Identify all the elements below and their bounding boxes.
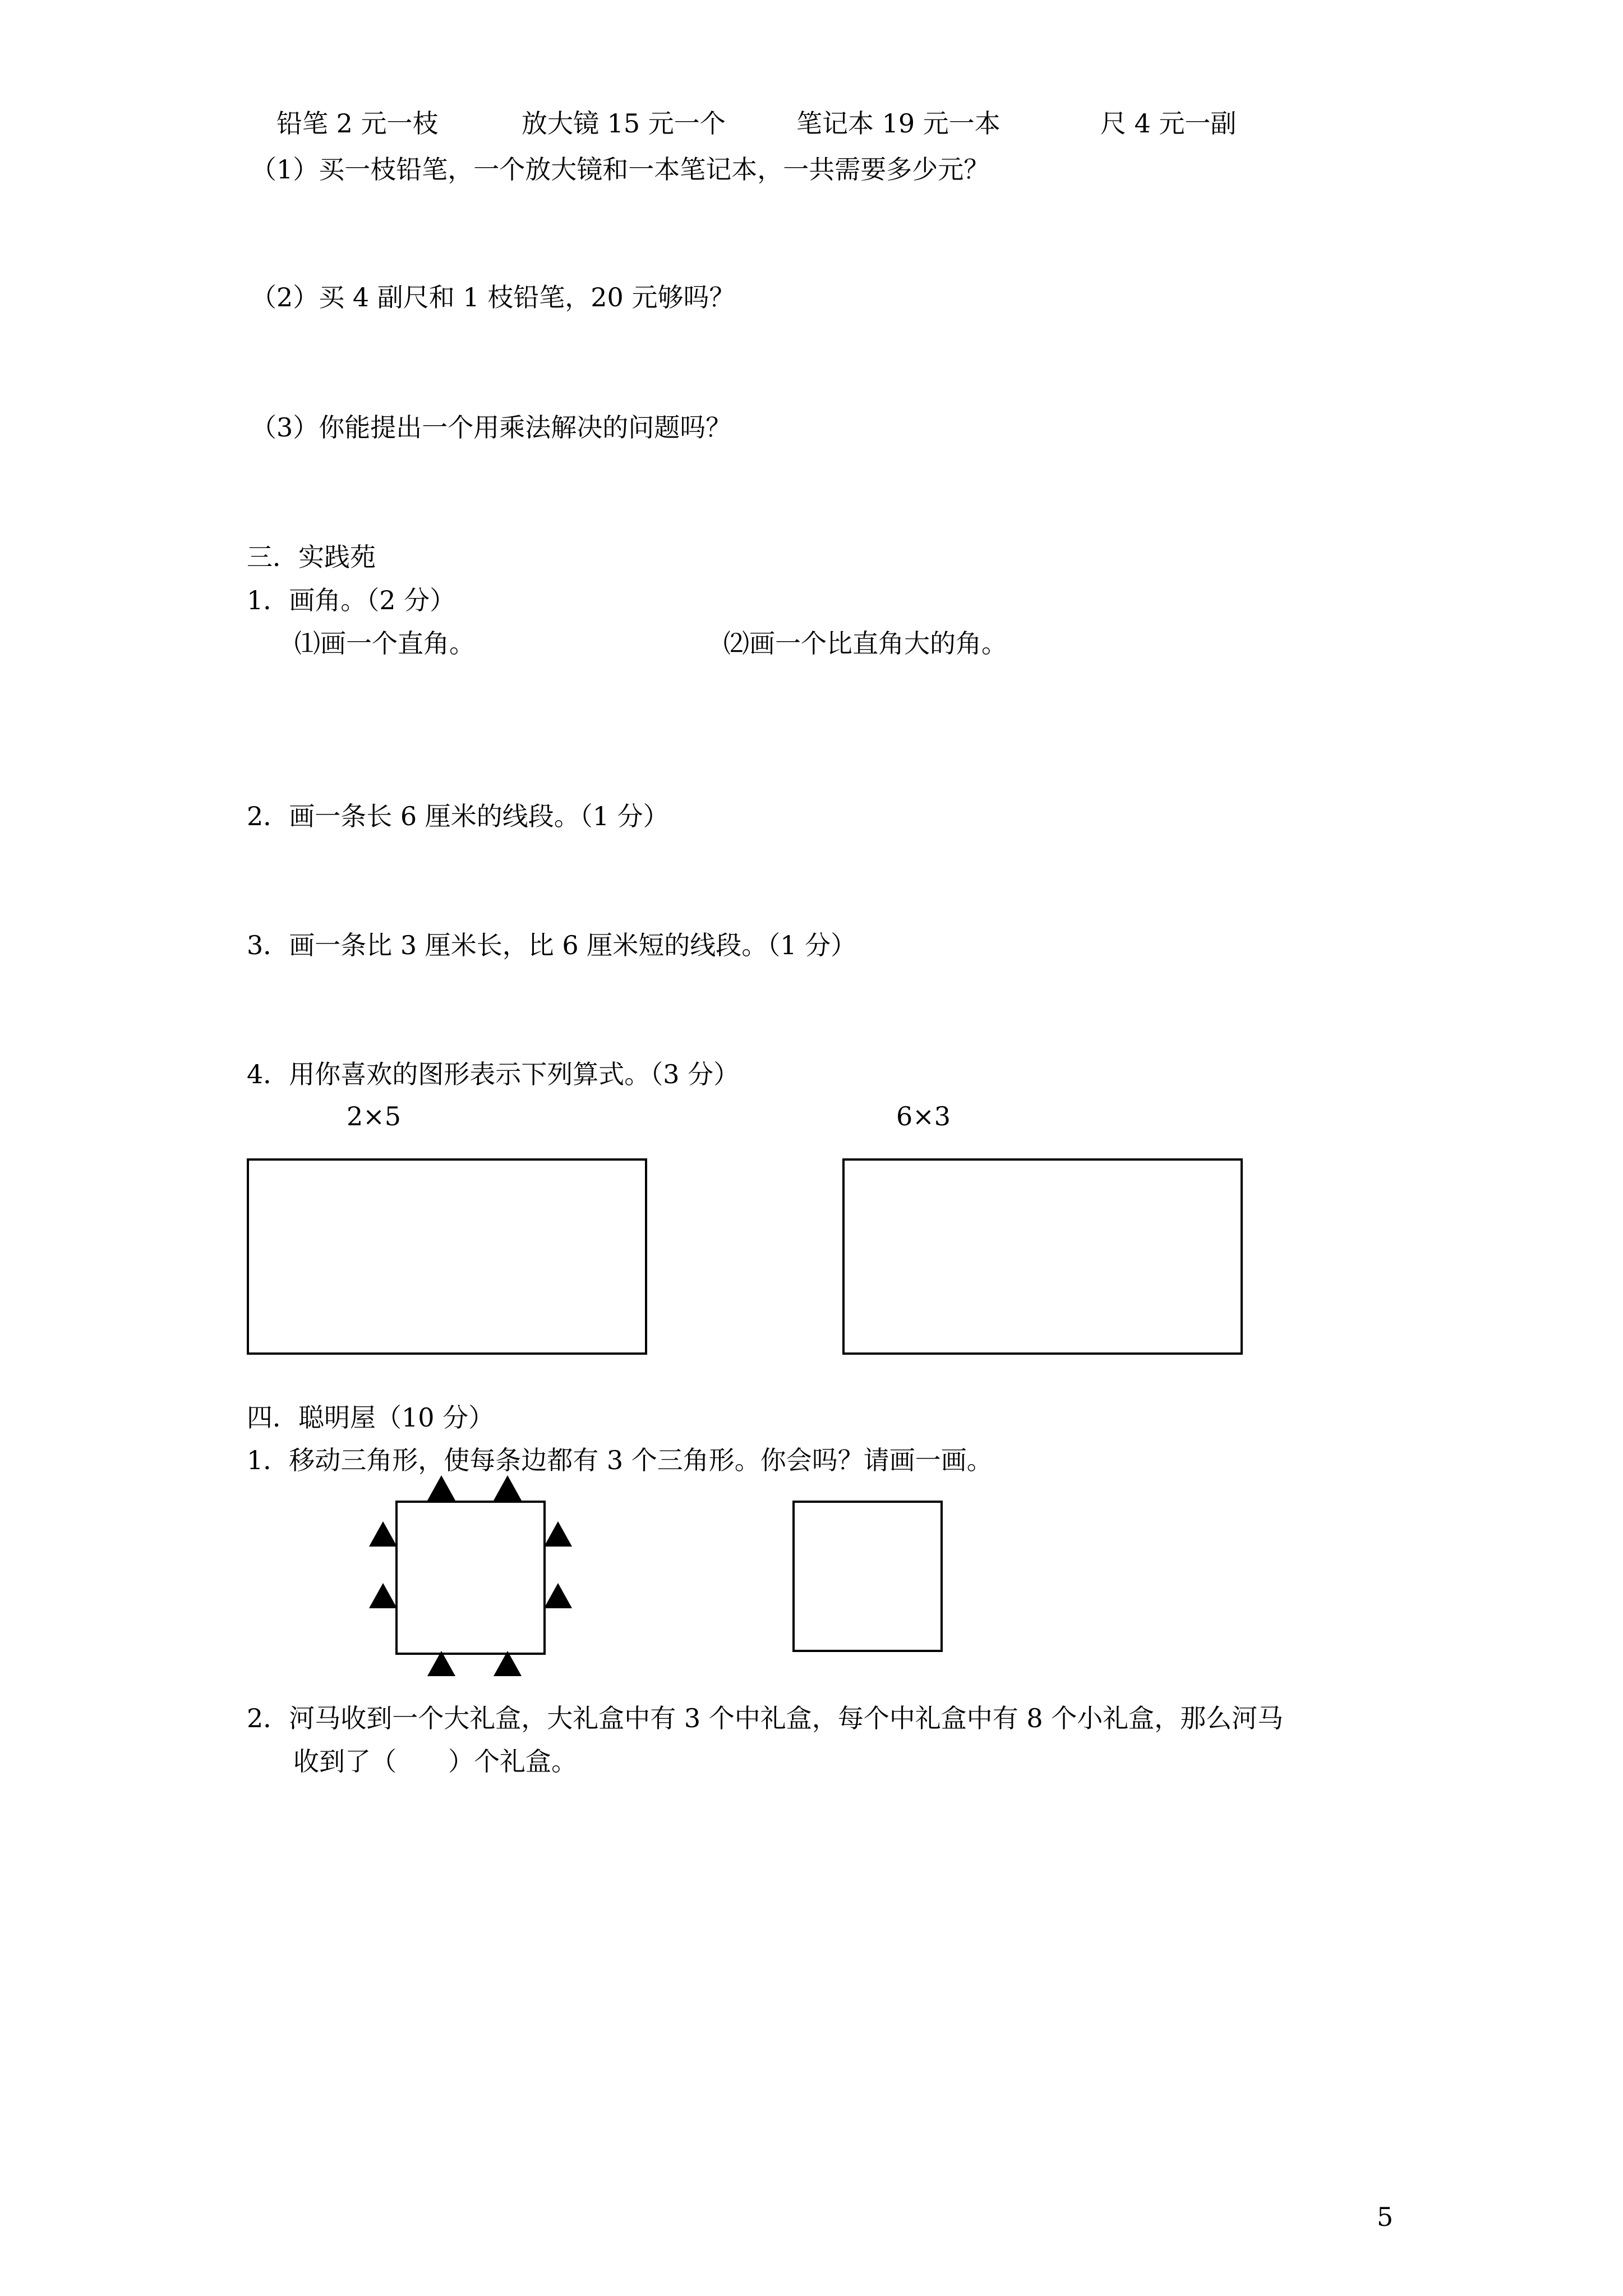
expr-2x5: 2×5 — [347, 1101, 402, 1131]
s3-q1a: ⑴画一个直角。 — [294, 628, 475, 659]
section4-heading: 四．聪明屋（10 分） — [247, 1402, 495, 1433]
answer-box-2x5[interactable] — [247, 1158, 647, 1355]
answer-box-6x3[interactable] — [842, 1158, 1243, 1355]
price-notebook: 笔记本 19 元一本 — [796, 108, 1000, 139]
triangle-icon[interactable] — [494, 1475, 522, 1501]
expr-6x3: 6×3 — [896, 1101, 951, 1131]
s3-q3: 3．画一条比 3 厘米长，比 6 厘米短的线段。（1 分） — [247, 930, 857, 960]
section3-heading: 三．实践苑 — [247, 542, 376, 572]
triangle-icon[interactable] — [369, 1521, 397, 1547]
triangle-icon[interactable] — [494, 1651, 522, 1676]
triangle-icon[interactable] — [369, 1583, 397, 1608]
triangle-puzzle-square — [395, 1501, 546, 1655]
triangle-icon[interactable] — [544, 1583, 572, 1608]
triangle-icon[interactable] — [427, 1651, 455, 1676]
price-ruler: 尺 4 元一副 — [1100, 108, 1237, 139]
question-2: （2）买 4 副尺和 1 枝铅笔，20 元够吗？ — [251, 282, 735, 312]
answer-square[interactable] — [792, 1501, 943, 1652]
question-1: （1）买一枝铅笔，一个放大镜和一本笔记本，一共需要多少元？ — [251, 154, 990, 185]
triangle-icon[interactable] — [544, 1521, 572, 1547]
price-magnifier: 放大镜 15 元一个 — [522, 108, 726, 139]
s4-q1: 1．移动三角形，使每条边都有 3 个三角形。你会吗？请画一画。 — [247, 1445, 993, 1475]
s3-q1b: ⑵画一个比直角大的角。 — [723, 628, 1007, 659]
s3-q4: 4．用你喜欢的图形表示下列算式。（3 分） — [247, 1059, 740, 1089]
price-pencil: 铅笔 2 元一枝 — [276, 108, 439, 139]
s3-q1: 1．画角。（2 分） — [247, 585, 456, 615]
question-3: （3）你能提出一个用乘法解决的问题吗？ — [251, 412, 732, 443]
s4-q2-line1: 2．河马收到一个大礼盒，大礼盒中有 3 个中礼盒，每个中礼盒中有 8 个小礼盒，那么河马 — [247, 1703, 1284, 1733]
s4-q2-line2: 收到了（ ）个礼盒。 — [293, 1746, 577, 1777]
s3-q2: 2．画一条长 6 厘米的线段。（1 分） — [247, 801, 669, 831]
page-number: 5 — [1377, 2202, 1394, 2232]
triangle-icon[interactable] — [427, 1475, 455, 1501]
